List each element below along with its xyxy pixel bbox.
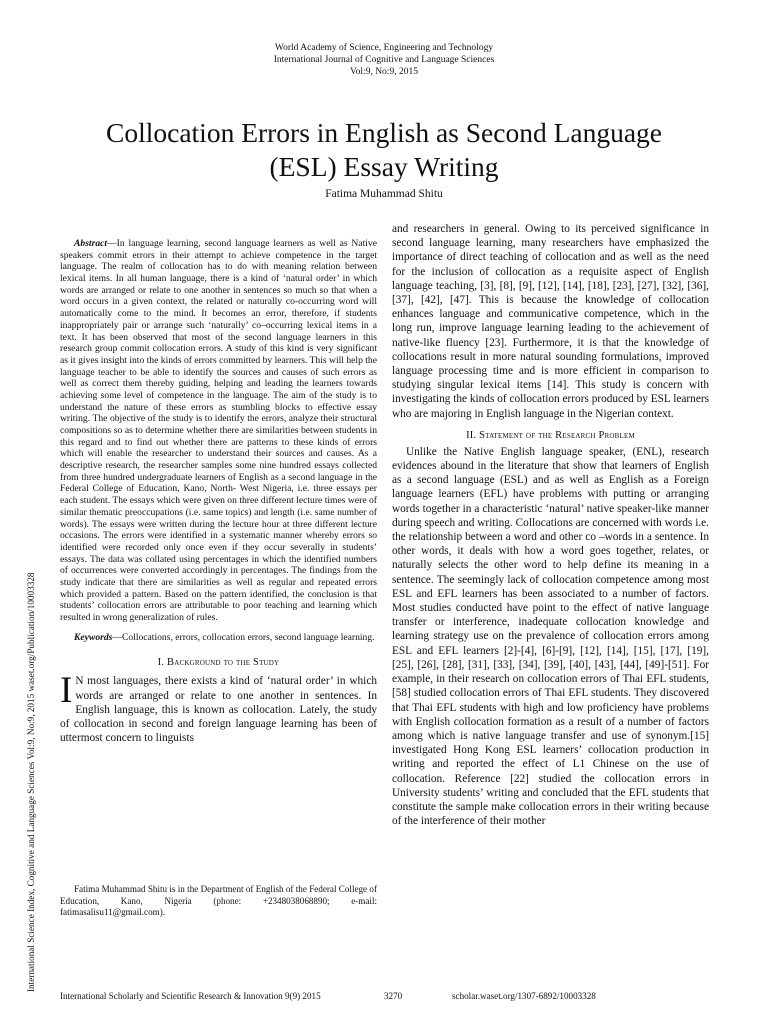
abstract-paragraph bbox=[60, 238, 377, 624]
left-column bbox=[60, 238, 377, 746]
header-line-organization: World Academy of Science, Engineering and Technology bbox=[274, 43, 494, 53]
section-research-problem-paragraph: Unlike the Native English language speaker, (ENL), research evidences abound in the literature that show that learners of English as a second language (ESL) and as well as English as a Foreign language learners (EFL) have problems with putting or arranging words together in a characteristic ‘natural’ native speaker-like manner during speech and writing. Collocations are concerned with words i.e. the relationship between a word and other co –words in a sentence. In other words, it deals with how a word goes together, relates, or naturally selects the other word to help define its meaning in a sentence. The seemingly lack of collocation competence among most ESL and EFL learners has been associated to a number of factors. Most studies conducted have point to the effect of native language transfer or interference, inadequate collocation knowledge and learning strategy use on the prevalence of collocation errors among ESL and EFL learners [2]-[4], [6]-[9], [12], [14], [15], [17], [19], [25], [26], [28], [31], [33], [34], [39], [40], [43], [44], [49]-[51]. For example, in their research on collocation errors of Thai EFL students, [58] studied collocation errors of Thai EFL students. They discovered that Thai EFL students with high and low proficiency have problems with English collocation formation as a result of a number of factors among which is native language transfer and use of synonym.[15] investigated Hong Kong ESL learners’ collocation production in writing and reported the effect of L1 Chinese on the use of collocation. Reference [22] studied the collocation errors in University students’ writing and concluded that the EFL students that constitute the sample make collocation errors in their writing because of the interference of their mother bbox=[392, 445, 709, 828]
footer-url[interactable]: scholar.waset.org/1307-6892/10003328 bbox=[452, 991, 596, 1001]
section-background-text: N most languages, there exists a kind of ‘natural order’ in which words are arranged or relate to one another in sentences. In English language, this is known as collocation. Lately, the study of collocation in second and foreign language learning has been of uttermost concern to linguists bbox=[60, 675, 377, 745]
keywords-dash: — bbox=[112, 631, 122, 643]
keywords-label: Keywords bbox=[74, 631, 113, 643]
section-background-paragraph bbox=[60, 670, 377, 745]
drop-cap-letter: I bbox=[60, 670, 73, 712]
section-heading-background: I. Background to the Study bbox=[157, 657, 280, 669]
author-footnote: Fatima Muhammad Shitu is in the Department of English of the Federal College of Education, Kano, Nigeria (phone: +2348038068890; e-mail: fatimasalisu11@gmail.com). bbox=[60, 884, 377, 918]
right-column-paragraph-1: and researchers in general. Owing to its perceived significance in second language learning, many researchers have emphasized the importance of direct teaching of collocation and as well as the need for the inclusion of collocation as a requisite aspect of English language teaching, [3], [8], [9], [12], [14], [18], [23], [27], [32], [36], [37], [42], [47]. This is because the knowledge of collocation enhances language and communicative competence, which in the long run, improve language learning leading to the achievement of native-like fluency [23]. Furthermore, it is that the knowledge of collocations result in more natural sounding formulations, improved language processing time and is more efficient in comparison to studying singular lexical items [14]. This study is concern with investigating the kinds of collocation errors produced by ESL learners who are majoring in English language in the Nigerian context. bbox=[392, 223, 709, 420]
header-line-volume: Vol:9, No:9, 2015 bbox=[350, 67, 418, 77]
keywords-paragraph bbox=[60, 632, 377, 644]
journal-header bbox=[0, 42, 768, 78]
header-line-journal: International Journal of Cognitive and Language Sciences bbox=[273, 55, 495, 65]
abstract-label: Abstract bbox=[74, 238, 108, 249]
right-column bbox=[392, 222, 709, 828]
footer-page-number: 3270 bbox=[384, 991, 403, 1001]
author-name: Fatima Muhammad Shitu bbox=[325, 188, 443, 200]
paper-title bbox=[40, 116, 728, 184]
abstract-text: In language learning, second language learners as well as Native speakers commit errors in their attempt to achieve competence in the target language. The realm of collocation has to do with meaning relation between lexical items. In all human language, there is a kind of ‘natural order’ in which words are arranged or relate to one another in sentences so much so that when a word occurs in a given context, the related or naturally co-occurring word will automatically come to the mind. It becomes an error, therefore, if students inappropriately pair or arrange such ‘naturally’ co–occurring lexical items in a text. It has been observed that most of the second language learners in this research group commit collocation errors. A study of this kind is very significant as it gives insight into the kinds of errors committed by learners. This will help the language teacher to be able to identify the sources and causes of such errors as well as correct them thereby guiding, helping and leading the learners towards achieving some level of competence in the language. The aim of the study is to understand the nature of these errors as stumbling blocks to effective essay writing. The objective of the study is to identify the errors, analyze their structural compositions so as to determine whether there are similarities between students in this regard and to find out whether there are patterns to these kinds of errors which will enable the researcher to understand their sources and causes. As a descriptive research, the researcher samples some nine hundred essays collected from three hundred undergraduate learners of English as a second language in the Federal College of Education, Kano, North- West Nigeria, i.e. three essays per each student. The essays which were given on three different lecture times were of similar thematic preoccupations (i.e. same topics) and length (i.e. same number of words). The essays were written during the lecture hour at three different lecture occasions. The errors were identified in a systematic manner whereby errors so identified were recorded only once even if they occur severally in students’ essays. The data was collated using percentages in which the identified numbers of occurrences were converted accordingly in percentages. The findings from the study indicate that there are similarities as well as regular and repeated errors which provided a pattern. Based on the pattern identified, the conclusion is that students’ collocation errors are attributable to poor teaching and learning which resulted in wrong generalization of rules. bbox=[60, 238, 377, 623]
title-line-2: (ESL) Essay Writing bbox=[269, 151, 499, 182]
keywords-text: Collocations, errors, collocation errors, second language learning. bbox=[121, 631, 375, 643]
side-citation: International Science Index, Cognitive and Language Sciences Vol:9, No:9, 2015 waset.org/Publication/10003328 bbox=[26, 572, 36, 992]
footer-publisher: International Scholarly and Scientific Research & Innovation 9(9) 2015 bbox=[60, 991, 321, 1001]
section-heading-research-problem: II. Statement of the Research Problem bbox=[466, 429, 635, 441]
title-line-1: Collocation Errors in English as Second Language bbox=[106, 117, 662, 148]
abstract-dash: — bbox=[107, 238, 117, 249]
